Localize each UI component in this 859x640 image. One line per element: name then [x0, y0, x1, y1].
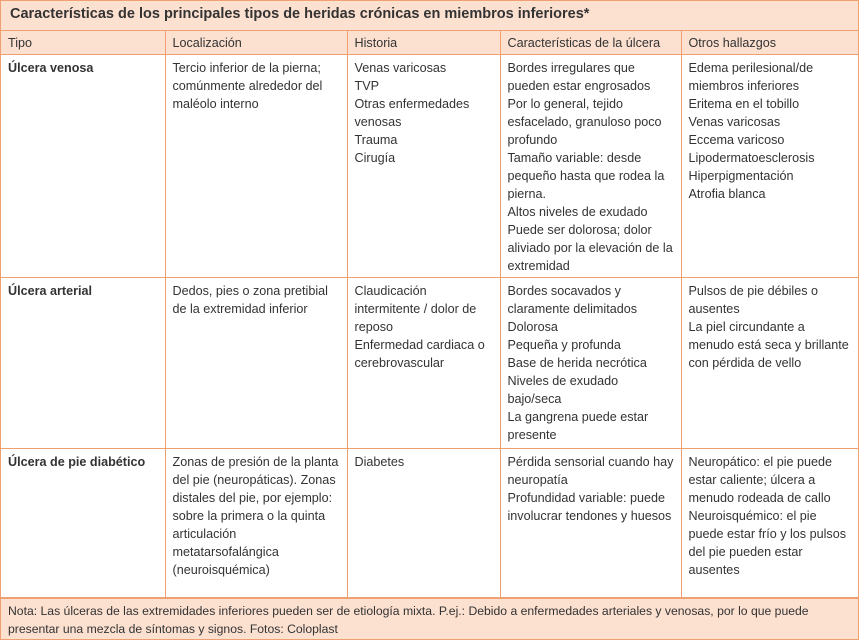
ulcer-item: Base de herida necrótica	[507, 356, 647, 370]
table-row-diabetic-foot-ulcer	[1, 449, 858, 598]
ulcer-item: La gangrena puede estar presente	[507, 410, 649, 442]
ulcer-item: Puede ser dolorosa; dolor aliviado por la elevación de la extremidad	[507, 223, 673, 273]
history-item: TVP	[354, 79, 379, 93]
history-item: Enfermedad cardiaca o cerebrovascular	[354, 338, 485, 370]
table-row-venous-ulcer	[1, 55, 858, 278]
cell-ulcer-characteristics	[500, 55, 681, 278]
cell-type: Úlcera venosa	[1, 55, 165, 278]
header-row	[1, 31, 858, 55]
wound-types-table	[1, 31, 858, 598]
cell-location	[165, 449, 347, 598]
finding-item: La piel circundante a menudo está seca y brillante con pérdida de vello	[688, 320, 849, 370]
table-row-arterial-ulcer	[1, 278, 858, 449]
ulcer-item: Dolorosa	[507, 320, 558, 334]
cell-type: Úlcera de pie diabético	[1, 449, 165, 598]
ulcer-item: Bordes irregulares que pueden estar engrosados	[507, 61, 651, 93]
finding-item: Hiperpigmentación	[688, 169, 794, 183]
finding-item: Eccema varicoso	[688, 133, 785, 147]
finding-item: Neuropático: el pie puede estar caliente; úlcera a menudo rodeada de callo	[688, 455, 833, 505]
history-item: Cirugía	[354, 151, 396, 165]
history-item: Trauma	[354, 133, 398, 147]
cell-ulcer-characteristics	[500, 449, 681, 598]
ulcer-item: Pequeña y profunda	[507, 338, 621, 352]
cell-location	[165, 55, 347, 278]
finding-item: Pulsos de pie débiles o ausentes	[688, 284, 819, 316]
history-item: Otras enfermedades venosas	[354, 97, 470, 129]
cell-history	[347, 278, 500, 449]
ulcer-item: Profundidad variable: puede involucrar tendones y huesos	[507, 491, 672, 523]
history-item: Diabetes	[354, 455, 405, 469]
ulcer-item: Bordes socavados y claramente delimitados	[507, 284, 637, 316]
cell-other-findings	[681, 55, 858, 278]
table-title: Características de los principales tipos de heridas crónicas en miembros inferiores*	[1, 1, 858, 31]
cell-history	[347, 55, 500, 278]
header-otros-hallazgos: Otros hallazgos	[681, 31, 858, 55]
cell-other-findings	[681, 449, 858, 598]
ulcer-item: Pérdida sensorial cuando hay neuropatía	[507, 455, 674, 487]
cell-location	[165, 278, 347, 449]
finding-item: Lipodermatoesclerosis	[688, 151, 815, 165]
cell-other-findings	[681, 278, 858, 449]
history-item: Venas varicosas	[354, 61, 447, 75]
cell-type: Úlcera arterial	[1, 278, 165, 449]
finding-item: Atrofia blanca	[688, 187, 766, 201]
header-caracteristicas: Características de la úlcera	[500, 31, 681, 55]
finding-item: Eritema en el tobillo	[688, 97, 800, 111]
header-localizacion: Localización	[165, 31, 347, 55]
cell-history	[347, 449, 500, 598]
cell-ulcer-characteristics	[500, 278, 681, 449]
location-text: Zonas de presión de la planta del pie (neuropáticas). Zonas distales del pie, por ejemplo: sobre la primera o la quinta articulación metatarsofalángica (neuroisquémica)	[172, 455, 339, 577]
history-item: Claudicación intermitente / dolor de reposo	[354, 284, 477, 334]
table-footnote: Nota: Las úlceras de las extremidades inferiores pueden ser de etiología mixta. P.ej.: Debido a enfermedades arteriales y venosas, por lo que puede presentar una mezcla de síntomas y signos. Fotos: Coloplast	[1, 598, 858, 639]
ulcer-item: Tamaño variable: desde pequeño hasta que rodea la pierna.	[507, 151, 665, 201]
location-text: Tercio inferior de la pierna; comúnmente alrededor del maléolo interno	[172, 61, 323, 111]
ulcer-item: Niveles de exudado bajo/seca	[507, 374, 619, 406]
ulcer-item: Por lo general, tejido esfacelado, granuloso poco profundo	[507, 97, 662, 147]
finding-item: Venas varicosas	[688, 115, 781, 129]
finding-item: Edema perilesional/de miembros inferiores	[688, 61, 814, 93]
header-tipo: Tipo	[1, 31, 165, 55]
location-text: Dedos, pies o zona pretibial de la extremidad inferior	[172, 284, 328, 316]
ulcer-item: Altos niveles de exudado	[507, 205, 648, 219]
finding-item: Neuroisquémico: el pie puede estar frío y los pulsos del pie pueden estar ausentes	[688, 509, 847, 577]
header-historia: Historia	[347, 31, 500, 55]
